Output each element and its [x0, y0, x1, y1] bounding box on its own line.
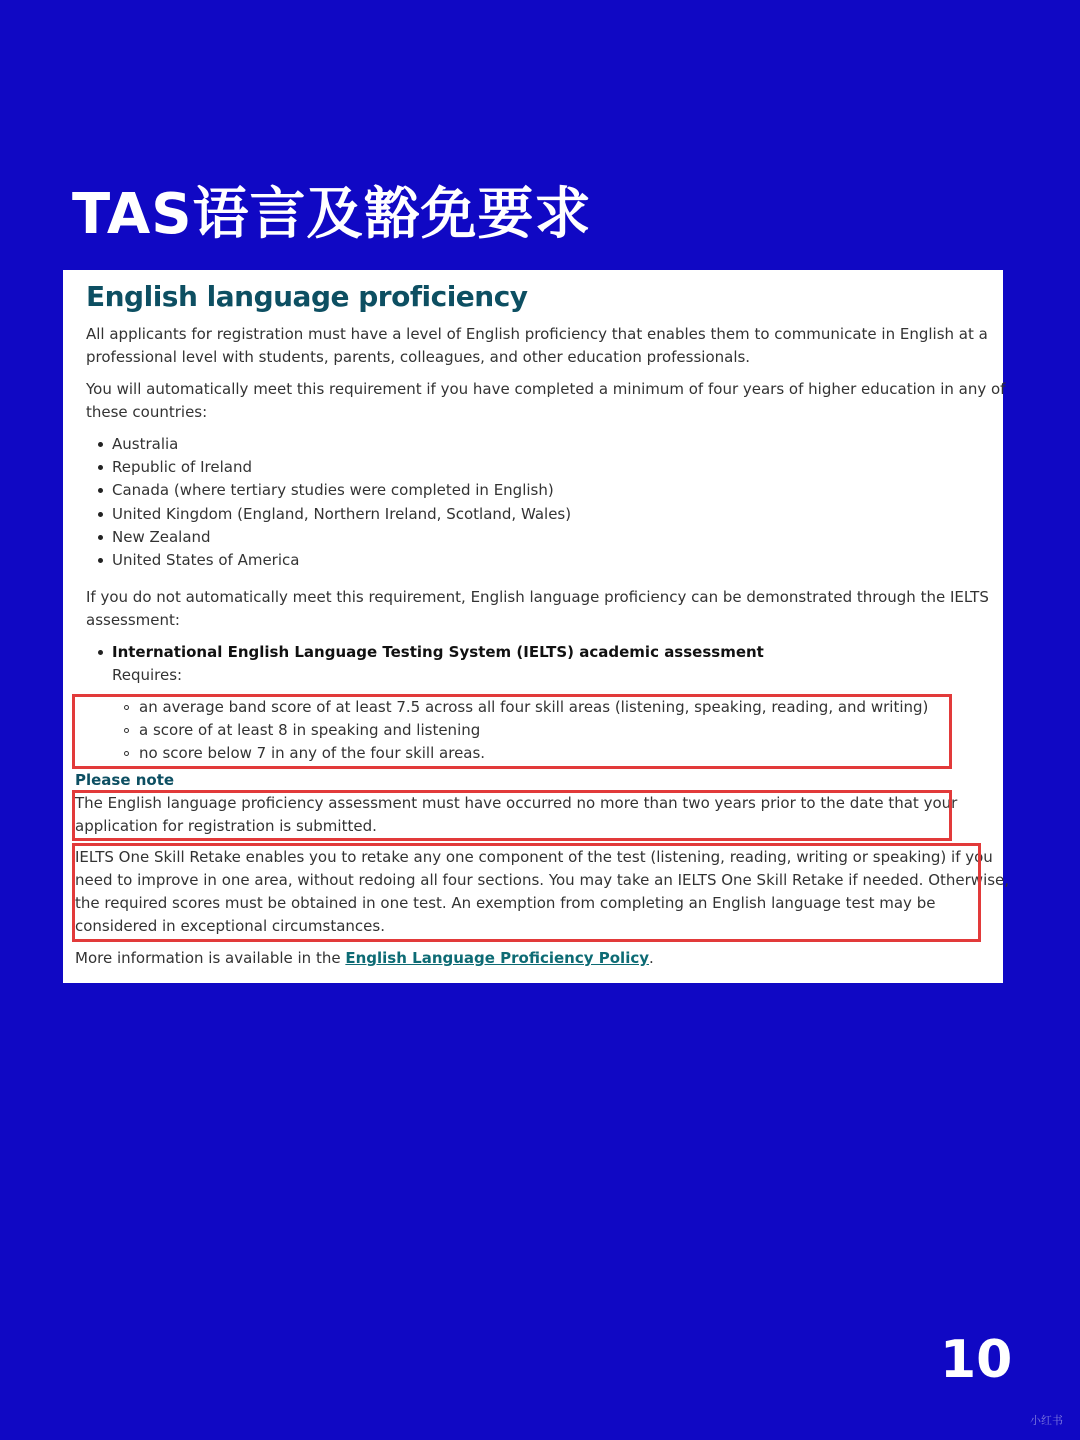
more-info-prefix: More information is available in the [75, 949, 346, 967]
auto-meet-line-1: You will automatically meet this requirement if you have completed a minimum of four years of higher education in any of [86, 380, 1006, 398]
list-item-country: United Kingdom (England, Northern Ireland, Scotland, Wales) [112, 505, 572, 523]
bullet-icon [98, 535, 103, 540]
note1-line-2: application for registration is submitted. [75, 817, 377, 835]
list-item-country: United States of America [112, 551, 300, 569]
more-info-suffix: . [649, 949, 654, 967]
intro-line-1: All applicants for registration must have a level of English proficiency that enables them to communicate in English at a [86, 325, 988, 343]
section-heading: English language proficiency [86, 280, 528, 313]
requirement-item: an average band score of at least 7.5 across all four skill areas (listening, speaking, reading, and writing) [139, 698, 929, 716]
bullet-icon [98, 465, 103, 470]
list-item-country: New Zealand [112, 528, 211, 546]
page-title: TAS语言及豁免要求 [72, 182, 592, 247]
highlight-box-note2 [72, 843, 981, 942]
policy-link[interactable]: English Language Proficiency Policy [345, 949, 650, 967]
auto-meet-line-2: these countries: [86, 403, 208, 421]
page-number: 10 [940, 1330, 1013, 1390]
requires-label: Requires: [112, 666, 183, 684]
intro-line-2: professional level with students, parents, colleagues, and other education professionals. [86, 348, 751, 366]
requirement-item: a score of at least 8 in speaking and listening [139, 721, 481, 739]
note2-line-4: considered in exceptional circumstances. [75, 917, 385, 935]
highlight-box-note1 [72, 790, 952, 841]
note-heading: Please note [75, 771, 175, 789]
ielts-intro-line-1: If you do not automatically meet this requirement, English language proficiency can be demonstrated through the IELTS [86, 588, 989, 606]
requirement-item: no score below 7 in any of the four skill areas. [139, 744, 486, 762]
note1-line-1: The English language proficiency assessment must have occurred no more than two years prior to the date that your [75, 794, 958, 812]
bullet-icon [98, 442, 103, 447]
watermark: 小红书 [1030, 1414, 1063, 1427]
list-item-country: Australia [112, 435, 179, 453]
bullet-icon [98, 650, 103, 655]
list-item-country: Republic of Ireland [112, 458, 252, 476]
note2-line-3: the required scores must be obtained in one test. An exemption from completing an English language test may be [75, 894, 936, 912]
bullet-icon [98, 558, 103, 563]
note2-line-1: IELTS One Skill Retake enables you to retake any one component of the test (listening, reading, writing or speaking) if you [75, 848, 993, 866]
more-info-line [75, 947, 654, 970]
list-item-country: Canada (where tertiary studies were completed in English) [112, 481, 554, 499]
ielts-item: International English Language Testing System (IELTS) academic assessment [112, 643, 764, 661]
content-card [63, 270, 1010, 983]
ielts-intro-line-2: assessment: [86, 611, 180, 629]
bullet-icon [98, 512, 103, 517]
highlight-box-requirements [72, 694, 952, 769]
bullet-icon [98, 488, 103, 493]
note2-line-2: need to improve in one area, without redoing all four sections. You may take an IELTS One Skill Retake if needed. Otherwise, [75, 871, 1010, 889]
